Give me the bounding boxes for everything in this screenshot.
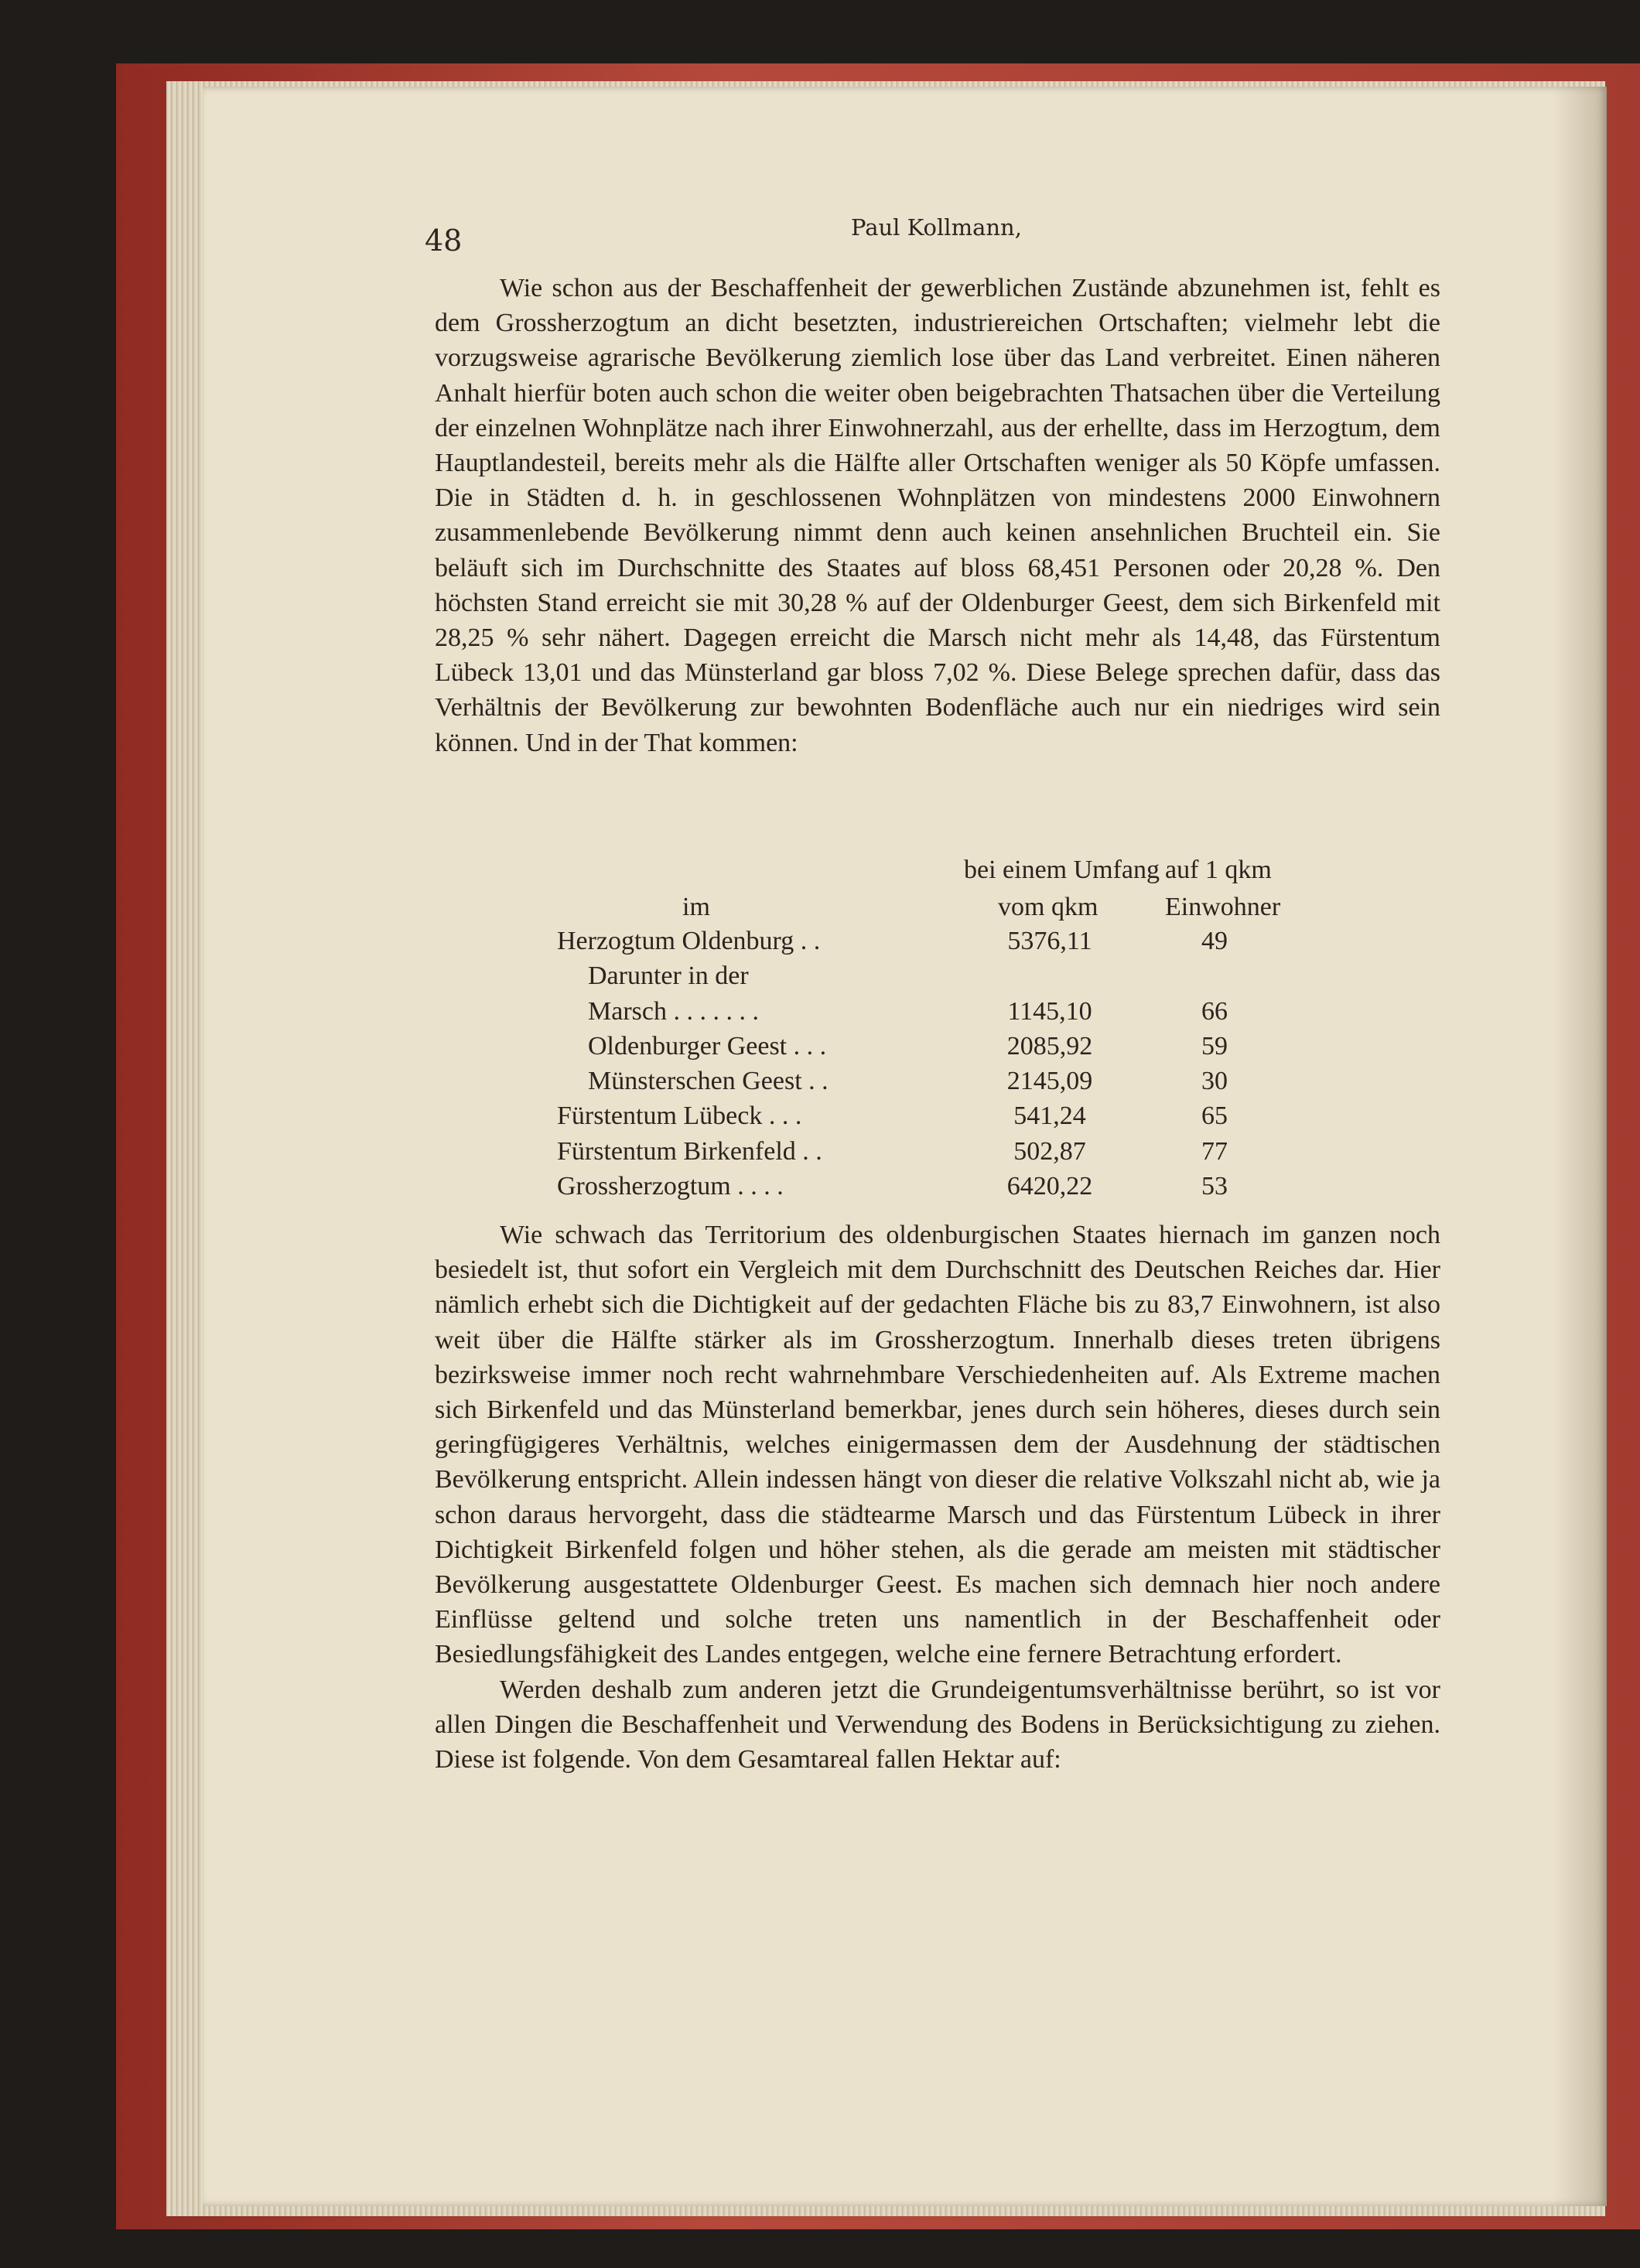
density-table [557, 856, 1315, 1207]
row-area: 2145,09 [1006, 1067, 1093, 1096]
row-area: 5376,11 [1007, 927, 1092, 955]
row-area: 1145,10 [1007, 996, 1092, 1026]
table-row [557, 962, 1315, 996]
header-region: im [682, 893, 710, 921]
row-label: Herzogtum Oldenburg . . [557, 927, 821, 955]
row-label: Darunter in der [588, 962, 749, 991]
header-area-line2: vom qkm [998, 893, 1098, 921]
table-row [557, 1102, 1315, 1136]
page-number: 48 [425, 224, 463, 258]
paragraph-3: Werden deshalb zum anderen jetzt die Grundeigentumsverhältnisse berührt, so ist vor allen Dingen die Beschaffenheit und Verwendung des Bodens in Berücksichtigung zu ziehen. Diese ist folgende. Von dem Gesamtareal fallen Hektar auf: [435, 1675, 1440, 1774]
table-row [557, 1032, 1315, 1067]
row-label: Grossherzogtum . . . . [557, 1172, 784, 1201]
row-label: Oldenburger Geest . . . [588, 1031, 827, 1061]
row-label: Marsch . . . . . . . [588, 996, 759, 1026]
page-gutter-shadow [1553, 87, 1607, 2206]
row-label: Fürstentum Lübeck . . . [557, 1102, 802, 1131]
table-row [557, 1067, 1315, 1102]
row-density: 77 [1201, 1136, 1228, 1166]
table-row [557, 927, 1315, 962]
row-label: Münsterschen Geest . . [588, 1067, 829, 1096]
paragraph-1: Wie schon aus der Beschaffenheit der gewerblichen Zustände abzunehmen ist, fehlt es dem Grossherzogtum an dicht besetzten, industriereichen Ortschaften; vielmehr lebt die vorzugsweise agrarische Bevölkerung ziemlich lose über das Land verbreitet. Einen näheren Anhalt hierfür boten auch schon die weiter oben beigebrachten Thatsachen über die Verteilung der einzelnen Wohnplätze nach ihrer Einwohnerzahl, aus der erhellte, dass im Herzogtum, dem Hauptlandesteil, bereits mehr als die Hälfte aller Ortschaften weniger als 50 Köpfe umfassen. Die in Städten d. h. in geschlossenen Wohnplätzen von mindestens 2000 Einwohnern zusammenlebende Bevölkerung nimmt denn auch keinen ansehnlichen Bruchteil ein. Sie beläuft sich im Durchschnitte des Staates auf bloss 68,451 Personen oder 20,28 %. Den höchsten Stand erreicht sie mit 30,28 % auf der Oldenburger Geest, dem sich Birkenfeld mit 28,25 % sehr nähert. Dagegen erreicht die Marsch nicht mehr als 14,48, das Fürstentum Lübeck 13,01 und das Münsterland gar bloss 7,02 %. Diese Belege sprechen dafür, dass das Verhältnis der Bevölkerung zur bewohnten Bodenfläche auch nur ein niedriges wird sein können. Und in der That kommen: [435, 274, 1440, 757]
row-density: 65 [1201, 1102, 1228, 1131]
table-row [557, 997, 1315, 1032]
body-text [435, 271, 1440, 760]
body-text-continued [435, 1218, 1440, 1777]
table-header [557, 856, 1315, 927]
row-density: 53 [1201, 1172, 1228, 1201]
header-density-line1: auf 1 qkm [1165, 856, 1272, 884]
table-row [557, 1137, 1315, 1172]
header-density-line2: Einwohner [1165, 893, 1281, 921]
row-area: 541,24 [1013, 1102, 1086, 1131]
row-density: 59 [1201, 1031, 1228, 1061]
row-area: 6420,22 [1006, 1172, 1093, 1201]
header-area-line1: bei einem Umfang [964, 856, 1160, 884]
row-density: 66 [1201, 996, 1228, 1026]
row-density: 30 [1201, 1067, 1228, 1096]
row-area: 502,87 [1013, 1136, 1086, 1166]
running-head: Paul Kollmann, [851, 214, 1022, 241]
paragraph-2: Wie schwach das Territorium des oldenburgischen Staates hiernach im ganzen noch besiedelt ist, thut sofort ein Vergleich mit dem Durchschnitt des Deutschen Reiches dar. Hier nämlich erhebt sich die Dichtigkeit auf der gedachten Fläche bis zu 83,7 Einwohnern, ist also weit über die Hälfte stärker als im Grossherzogtum. Innerhalb dieses treten übrigens bezirksweise immer noch recht wahrnehmbare Verschiedenheiten auf. Als Extreme machen sich Birkenfeld und das Münsterland bemerkbar, jenes durch sein höheres, dieses durch sein geringfügigeres Verhältnis, welches einigermassen dem der Ausdehnung der städtischen Bevölkerung entspricht. Allein indessen hängt von dieser die relative Volkszahl nicht ab, wie ja schon daraus hervorgeht, dass die städtearme Marsch und das Fürstentum Lübeck in ihrer Dichtigkeit Birkenfeld folgen und höher stehen, als die gerade am meisten mit städtischer Bevölkerung ausgestattete Oldenburger Geest. Es machen sich demnach hier noch andere Einflüsse geltend und solche treten uns namentlich in der Beschaffenheit oder Besiedlungsfähigkeit des Landes entgegen, welche eine fernere Betrachtung erfordert. [435, 1221, 1440, 1669]
row-area: 2085,92 [1006, 1031, 1093, 1061]
row-label: Fürstentum Birkenfeld . . [557, 1136, 822, 1166]
row-density: 49 [1201, 927, 1228, 955]
table-row [557, 1172, 1315, 1207]
